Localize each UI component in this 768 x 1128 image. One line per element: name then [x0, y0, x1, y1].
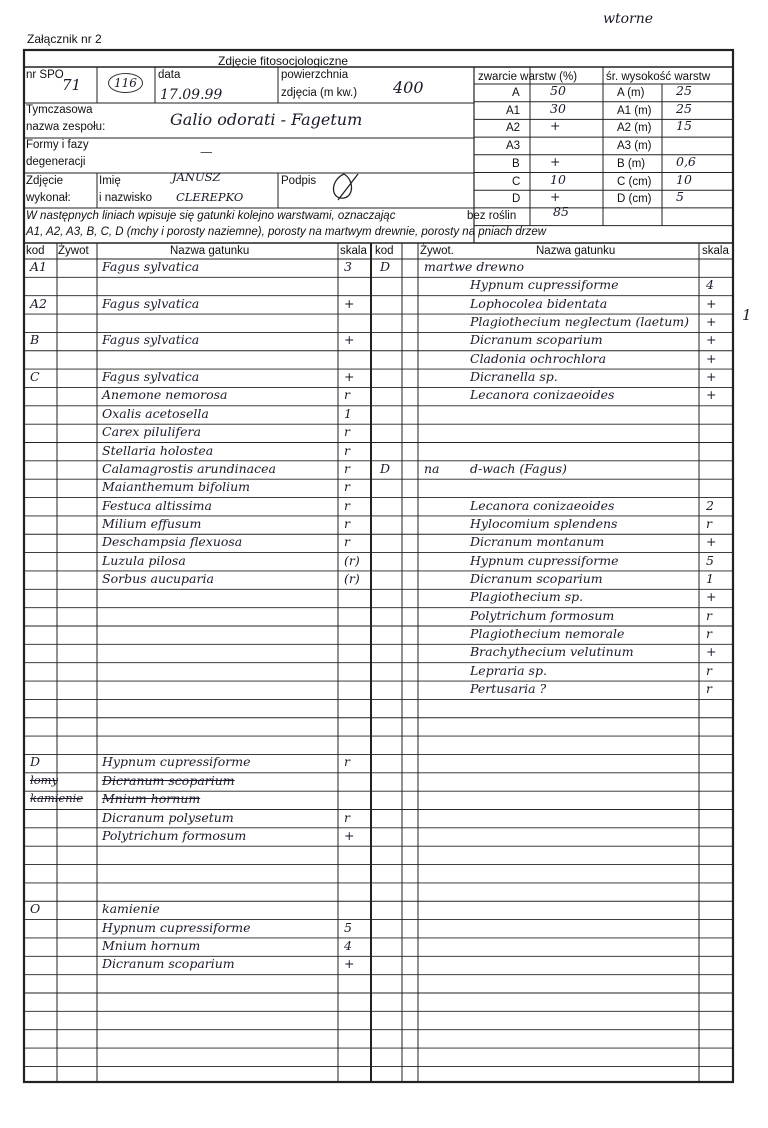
left-scale: (r): [344, 552, 360, 568]
layer-cover: +: [550, 189, 561, 205]
left-species-name: Luzula pilosa: [102, 552, 186, 568]
attachment-label: Załącznik nr 2: [27, 32, 102, 46]
signature-mark: [324, 170, 364, 204]
left-species-name: Fagus sylvatica: [102, 369, 200, 385]
right-scale: +: [706, 314, 717, 330]
right-species-name: Plagiothecium sp.: [470, 589, 584, 605]
right-scale: +: [706, 644, 717, 660]
right-species-name: d-wach (Fagus): [470, 460, 567, 476]
left-species-name: Stellaria holostea: [102, 442, 214, 458]
left-scale: 5: [344, 919, 352, 935]
right-scale: r: [706, 515, 712, 531]
right-code: D: [380, 259, 391, 274]
first-name-value: JANUSZ: [172, 170, 221, 184]
left-scale: 1: [344, 405, 352, 421]
date-value: 17.09.99: [160, 87, 223, 103]
left-code: B: [30, 332, 40, 348]
assoc-label-2: nazwa zespołu:: [26, 121, 106, 133]
layer-height: 10: [676, 171, 692, 187]
right-lifeform: na: [424, 460, 440, 476]
col-zywot-2: Żywot.: [420, 245, 454, 257]
right-species-name: Dicranella sp.: [470, 369, 558, 385]
right-species-name: Polytrichum formosum: [470, 607, 615, 623]
right-species-name: Pertusaria ?: [470, 681, 547, 697]
cover-header: zwarcie warstw (%): [478, 71, 578, 83]
left-species-name: Fagus sylvatica: [102, 259, 200, 274]
right-lifeform: martwe drewno: [424, 259, 525, 274]
left-species-name: Milium effusum: [102, 515, 202, 531]
left-scale: r: [344, 515, 350, 531]
done-label-2: wykonał:: [26, 192, 71, 204]
left-scale: +: [344, 295, 355, 311]
right-scale: +: [706, 387, 717, 403]
right-species-name: Lecanora conizaeoides: [470, 497, 615, 513]
left-species-name: Fagus sylvatica: [102, 332, 200, 348]
right-species-name: Cladonia ochrochlora: [470, 350, 607, 366]
left-code: łomy: [30, 772, 59, 787]
area-value: 400: [393, 78, 424, 97]
col-kod-2: kod: [375, 245, 394, 257]
date-label: data: [158, 69, 181, 81]
right-species-name: Hylocomium splendens: [470, 515, 618, 531]
done-label-1: Zdjęcie: [26, 175, 64, 187]
right-species-name: Hypnum cupressiforme: [470, 277, 619, 293]
bare-value: 85: [553, 204, 569, 219]
right-code: D: [380, 460, 391, 476]
right-scale: +: [706, 350, 717, 366]
left-code: A1: [30, 259, 47, 274]
form-title: Zdjęcie fitosocjologiczne: [218, 54, 349, 68]
left-scale: r: [344, 479, 350, 495]
col-nazwa-2: Nazwa gatunku: [536, 245, 616, 257]
layer-height-code: A2 (m): [617, 122, 652, 135]
left-species-name: Oxalis acetosella: [102, 405, 209, 421]
margin-note: 1: [742, 306, 752, 324]
layer-height-code: C (cm): [617, 175, 652, 188]
layer-code: A1: [506, 104, 521, 117]
right-scale: +: [706, 369, 717, 385]
left-scale: +: [344, 369, 355, 385]
right-scale: +: [706, 534, 717, 550]
right-scale: +: [706, 295, 717, 311]
top-note: wtorne: [603, 11, 654, 27]
layer-cover: +: [550, 118, 561, 134]
left-species-name: Hypnum cupressiforme: [102, 919, 251, 935]
layer-cover: +: [550, 153, 561, 169]
left-scale: r: [344, 534, 350, 550]
right-species-name: Hypnum cupressiforme: [470, 552, 619, 568]
assoc-label-1: Tymczasowa: [26, 104, 93, 116]
left-scale: +: [344, 956, 355, 972]
left-species-name: Polytrichum formosum: [102, 827, 247, 843]
forms-value: —: [200, 144, 213, 159]
left-scale: r: [344, 460, 350, 476]
surname-label: i nazwisko: [99, 192, 153, 204]
layer-code: A3: [506, 140, 521, 153]
left-scale: r: [344, 387, 350, 403]
left-species-name: Fagus sylvatica: [102, 295, 200, 311]
left-species-name: Dicranum scoparium: [102, 956, 235, 972]
signature-label: Podpis: [281, 175, 317, 187]
left-scale: r: [344, 497, 350, 513]
layer-height: 25: [676, 83, 692, 98]
area-label-1: powierzchnia: [281, 69, 349, 81]
col-skala-2: skala: [702, 245, 729, 257]
left-species-name: Maianthemum bifolium: [102, 479, 251, 495]
area-label-2: zdjęcia (m kw.): [281, 87, 358, 99]
left-code: A2: [30, 295, 47, 311]
left-species-name: Sorbus aucuparia: [102, 570, 214, 586]
right-scale: +: [706, 332, 717, 348]
layer-cover: 50: [550, 83, 566, 98]
right-scale: 1: [706, 570, 714, 586]
right-species-name: Lecanora conizaeoides: [470, 387, 615, 403]
right-species-name: Plagiothecium nemorale: [470, 626, 625, 641]
left-scale: r: [344, 809, 350, 825]
layer-code: A2: [506, 122, 521, 135]
layer-height: 25: [676, 100, 692, 116]
layer-height-code: B (m): [617, 157, 646, 170]
left-scale: r: [344, 442, 350, 458]
left-scale: +: [344, 332, 355, 348]
col-skala: skala: [340, 245, 367, 257]
left-species-name: Festuca altissima: [102, 497, 212, 513]
left-scale: r: [344, 754, 350, 770]
right-scale: 2: [706, 497, 714, 513]
right-species-name: Dicranum scoparium: [470, 570, 603, 586]
forms-label-1: Formy i fazy: [26, 139, 89, 151]
instruction-1: W następnych liniach wpisuje się gatunki kolejno warstwami, oznaczając: [26, 210, 396, 222]
left-species-name: Anemone nemorosa: [102, 387, 228, 403]
right-species-name: Lepraria sp.: [470, 662, 547, 678]
name-label: Imię: [99, 175, 121, 187]
right-scale: r: [706, 662, 712, 678]
left-code: kamienie: [30, 791, 84, 806]
layer-code: D: [512, 193, 521, 206]
layer-height-code: D (cm): [617, 193, 652, 206]
nr-spo-value: 71: [62, 76, 82, 94]
left-scale: r: [344, 424, 350, 440]
right-species-name: Lophocolea bidentata: [470, 295, 608, 311]
left-species-name: Mnium hornum: [102, 937, 201, 953]
surname-value: CLEREPKO: [176, 190, 244, 204]
right-scale: 5: [706, 552, 714, 568]
layer-height-code: A (m): [617, 87, 645, 99]
nr-spo-circled: 116: [108, 73, 143, 93]
right-scale: r: [706, 681, 712, 697]
left-species-name: Deschampsia flexuosa: [102, 534, 243, 550]
left-scale: +: [344, 827, 355, 843]
layer-height: 5: [676, 189, 684, 205]
layer-cover: 30: [550, 100, 566, 116]
col-zywot: Żywot: [58, 245, 89, 257]
layer-height: 0,6: [676, 153, 696, 169]
left-code: D: [30, 754, 41, 770]
right-species-name: Dicranum scoparium: [470, 332, 603, 348]
layer-height-code: A1 (m): [617, 104, 652, 117]
layer-code: C: [512, 175, 521, 188]
col-nazwa: Nazwa gatunku: [170, 245, 250, 257]
instruction-2: A1, A2, A3, B, C, D (mchy i porosty naziemne), porosty na martwym drewnie, porosty na pniach drzew: [26, 226, 547, 238]
left-code: C: [30, 369, 40, 385]
left-species-name: Carex pilulifera: [102, 424, 201, 440]
left-species-name: kamienie: [102, 901, 160, 917]
left-species-name: Dicranum polysetum: [102, 809, 234, 825]
height-header: śr. wysokość warstw: [606, 71, 711, 83]
right-scale: r: [706, 626, 712, 641]
layer-height: 15: [676, 118, 692, 134]
left-scale: (r): [344, 570, 360, 586]
layer-cover: 10: [550, 171, 566, 187]
bare-label: bez roślin: [467, 210, 517, 222]
layer-height-code: A3 (m): [617, 140, 652, 153]
left-scale: 4: [344, 937, 352, 953]
right-species-name: Dicranum montanum: [470, 534, 605, 550]
left-code: O: [30, 901, 41, 917]
right-species-name: Plagiothecium neglectum (laetum): [470, 314, 690, 330]
left-species-name: Dicranum scoparium: [102, 772, 235, 788]
right-scale: +: [706, 589, 717, 605]
right-scale: r: [706, 607, 712, 623]
assoc-value: Galio odorati - Fagetum: [170, 110, 363, 129]
col-kod: kod: [26, 245, 45, 257]
right-scale: 4: [706, 277, 714, 293]
forms-label-2: degeneracji: [26, 156, 86, 168]
layer-code: B: [512, 157, 520, 170]
left-species-name: Calamagrostis arundinacea: [102, 460, 276, 476]
layer-code: A: [512, 87, 520, 99]
right-species-name: Brachythecium velutinum: [470, 644, 634, 660]
left-scale: 3: [344, 259, 352, 274]
nr-spo-label: nr SPO: [26, 69, 64, 81]
left-species-name: Mnium hornum: [102, 791, 201, 807]
left-species-name: Hypnum cupressiforme: [102, 754, 251, 770]
